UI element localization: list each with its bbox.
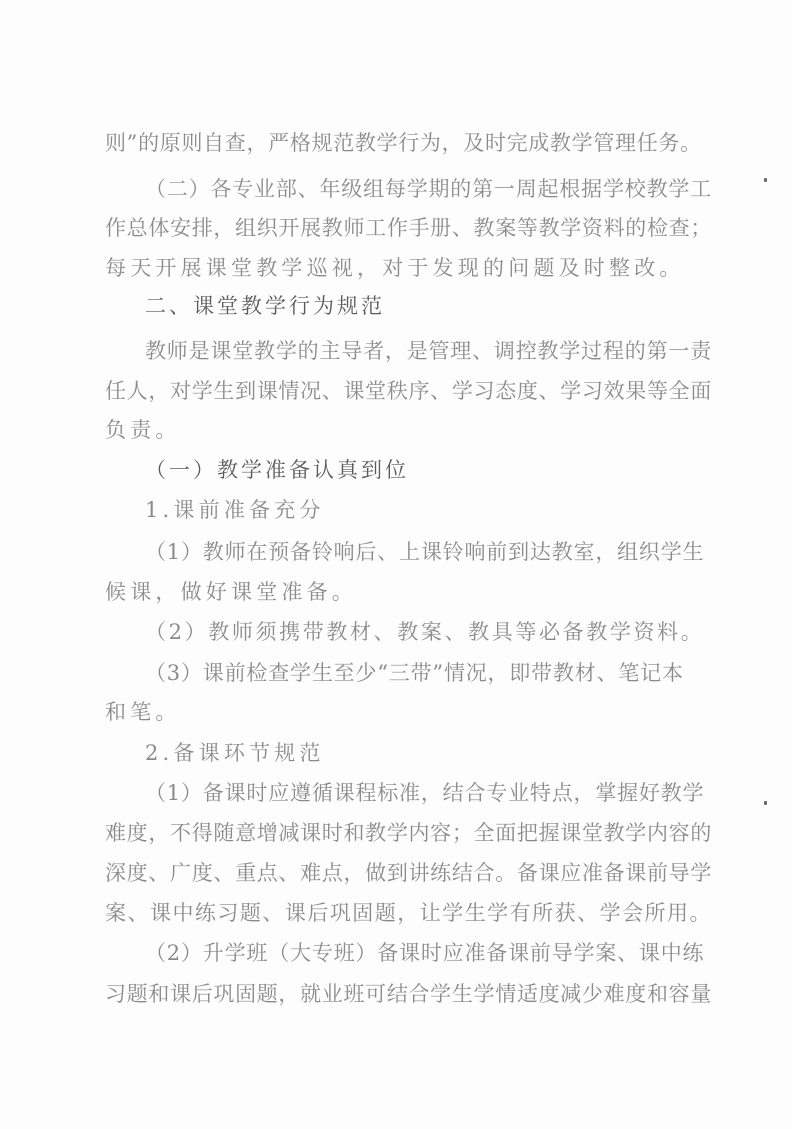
body-text-line: 深度、广度、重点、难点，做到讲练结合。备课应准备课前导学	[105, 861, 712, 885]
body-text-line: 则”的原则自查，严格规范教学行为，及时完成教学管理任务。	[105, 131, 702, 155]
scan-speck	[764, 801, 767, 805]
body-text-line: 难度，不得随意增减课时和教学内容；全面把握课堂教学内容的	[105, 821, 712, 845]
body-text-line: （2）升学班（大专班）备课时应准备课前导学案、课中练	[145, 941, 705, 965]
body-text-line: 作总体安排，组织开展教师工作手册、教案等教学资料的检查；	[105, 216, 712, 240]
body-text-line: 和笔。	[105, 700, 181, 724]
body-text-line: 案、课中练习题、课后巩固题，让学生学有所获、学会所用。	[105, 901, 712, 925]
item-heading: 1.课前准备充分	[145, 498, 325, 522]
body-text-line: 教师是课堂教学的主导者，是管理、调控教学过程的第一责	[145, 339, 712, 363]
item-heading: 2.备课环节规范	[145, 741, 325, 765]
body-text-line: 负责。	[105, 418, 181, 442]
scan-speck	[764, 178, 767, 182]
body-text-line: （2）教师须携带教材、教案、教具等必备教学资料。	[145, 620, 705, 644]
body-text-line: 每天开展课堂教学巡视，对于发现的问题及时整改。	[105, 256, 685, 280]
subsection-heading: （一）教学准备认真到位	[145, 458, 409, 482]
body-text-line: （1）教师在预备铃响后、上课铃响前到达教室，组织学生	[145, 540, 705, 564]
body-text-line: 任人，对学生到课情况、课堂秩序、学习态度、学习效果等全面	[105, 379, 712, 403]
body-text-line: （3）课前检查学生至少“三带”情况，即带教材、笔记本	[145, 661, 684, 685]
body-text-line: （1）备课时应遵循课程标准，结合专业特点，掌握好教学	[145, 781, 705, 805]
body-text-line: 习题和课后巩固题，就业班可结合学生学情适度减少难度和容量	[105, 982, 712, 1006]
section-heading: 二、课堂教学行为规范	[145, 294, 385, 318]
body-text-line: 候课，做好课堂准备。	[105, 580, 357, 604]
body-text-line: （二）各专业部、年级组每学期的第一周起根据学校教学工	[145, 177, 712, 201]
